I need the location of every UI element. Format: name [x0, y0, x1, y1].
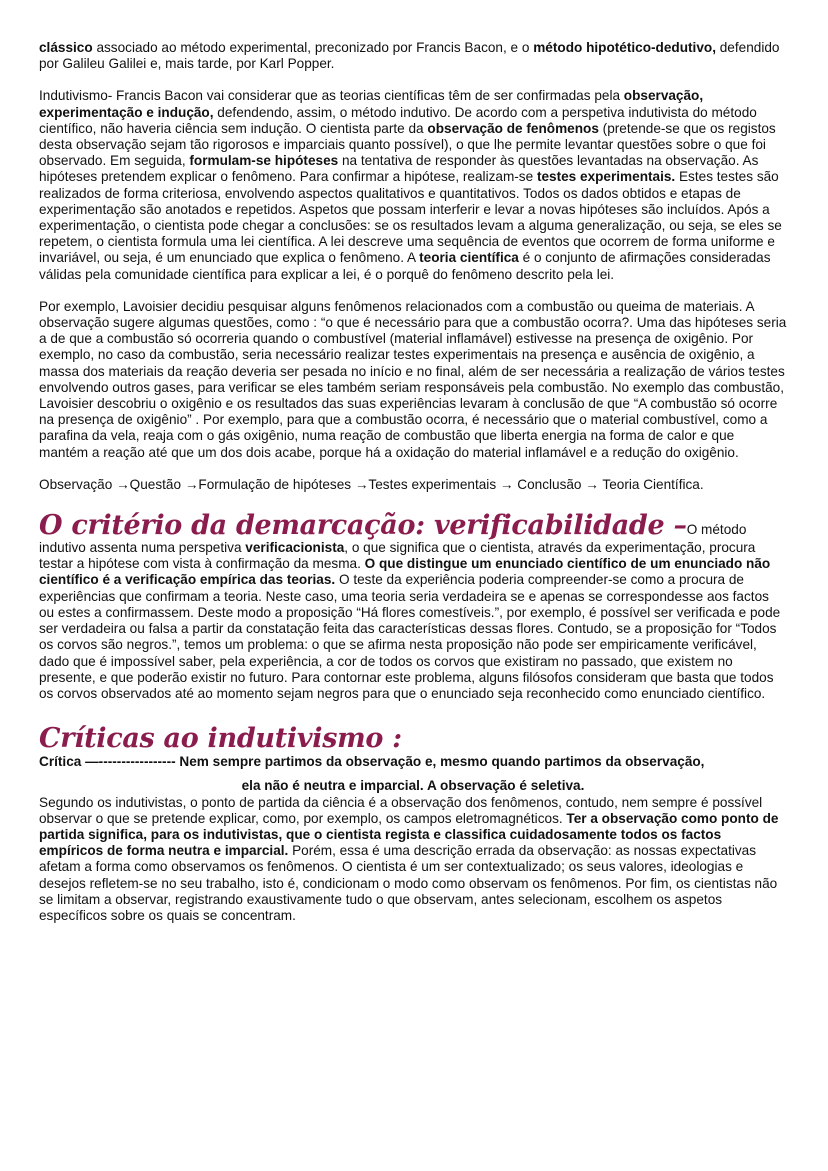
body-text: (pretende-se que os registos desta observação sejam tão rigorosos e imparciais quanto possível), o que lhe permite levantar questões sobre o que foi observado. Em seguida, [39, 120, 776, 169]
section-heading-demarcacao: O critério da demarcação: verificabilidade – [39, 510, 687, 542]
bold-text: clássico [39, 40, 93, 55]
bold-text: O que distingue um enunciado científico de um enunciado não científico é a verificação empírica das teorias. [39, 556, 771, 588]
bold-text: método hipotético-dedutivo, [533, 40, 716, 55]
body-text: é o conjunto de afirmações consideradas válidas pela comunidade científica para explicar a lei, é o porquê do fenômeno descrito pela lei. [39, 250, 771, 282]
body-text: O teste da experiência poderia compreender-se como a procura de experiências que confirmam a teoria. Neste caso, uma teoria seria verdadeira se e apenas se correspondesse aos factos ou estes a confirmassem. Deste modo a proposição “Há flores comestíveis.”, por exemplo, é possível ser verificada e pode ser verdadeira ou falsa a partir da constatação feita das características dessas flores. Contudo, se a proposição for “Todos os corvos são negros.”, temos um problema: o que se afirma nesta proposição não pode ser empiricamente verificável, dado que é impossível saber, pela experiência, a cor de todos os corvos que existiram no passado, que existem no presente, e que poderão existir no futuro. Para contornar este problema, alguns filósofos consideram que basta que todos os corvos observados até ao momento sejam negros para que o enunciado seja reconhecido como enunciado científico. [39, 572, 781, 701]
body-text: defendido por Galileu Galilei e, mais tarde, por Karl Popper. [39, 40, 780, 72]
body-text: Porém, essa é uma descrição errada da observação: as nossas expectativas afetam a forma como observamos os fenômenos. O cientista é um ser contextualizado; os seus valores, ideologias e desejos refletem-se no seu trabalho, isto é, condicionam o modo como observam os fenômenos. Por fim, os cientistas não se limitam a observar, registrando exaustivamente tudo o que observam, antes selecionam, escolhem os aspetos específicos sobre os quais se concentram. [39, 843, 778, 923]
bold-text: observação, experimentação e indução, [39, 88, 704, 120]
section-heading-criticas: Críticas ao indutivismo : [39, 723, 402, 755]
critica-line: Crítica —----------------- Nem sempre partimos da observação e, mesmo quando partimos da observação, [39, 754, 705, 770]
body-text: associado ao método experimental, preconizado por Francis Bacon, e o [92, 40, 534, 55]
paragraph-indutivismo [39, 88, 787, 282]
bold-text: Ter a observação como ponto de partida significa, para os indutivistas, que o cientista regista e classifica cuidadosamente todos os factos empíricos de forma neutra e imparcial. [39, 810, 779, 859]
body-text: Segundo os indutivistas, o ponto de partida da ciência é a observação dos fenômenos, contudo, nem sempre é possível observar o que se pretende explicar, como, por exemplo, os campos eletromagnéticos. [39, 794, 763, 826]
paragraph-criticas [39, 795, 787, 925]
body-text: na tentativa de responder às questões levantadas na observação. As hipóteses pretendem explicar o fenômeno. Para confirmar a hipótese, realizam-se [39, 153, 759, 185]
paragraph-intro [39, 40, 787, 72]
body-text: Estes testes são realizados de forma criteriosa, envolvendo aspectos qualitativos e quantitativos. Todos os dados obtidos e etapas de experimentação são anotados e repetidos. Aspetos que possam interferir e levar a novas hipóteses são incluídos. Após a experimentação, o cientista pode chegar a conclusões: se os resultados levam a alguma generalização, ou seja, se eles se repetem, o cientista formula uma lei científica. A lei descreve uma sequência de eventos que ocorrem de forma uniforme e invariável, ou seja, é um enunciado que explica o fenômeno. A [39, 169, 782, 266]
bold-text: testes experimentais. [536, 169, 676, 185]
section-demarcacao [39, 512, 787, 702]
bold-text: verificacionista [245, 540, 345, 556]
bold-text: formulam-se hipóteses [189, 153, 339, 169]
bold-text: teoria científica [419, 250, 519, 266]
bold-text: observação de fenômenos [427, 120, 599, 136]
body-text: , o que significa que o cientista, através da experimentação, procura testar a hipótese com vista à confirmação da mesma. [39, 540, 756, 572]
body-text: O método indutivo assenta numa perspetiva [39, 522, 747, 556]
method-flow-sequence: Observação →Questão →Formulação de hipóteses →Testes experimentais → Conclusão → Teoria Científica. [39, 476, 704, 492]
critica-line-continued: ela não é neutra e imparcial. A observação é seletiva. [241, 778, 585, 794]
paragraph-lavoisier-example: Por exemplo, Lavoisier decidiu pesquisar alguns fenômenos relacionados com a combustão ou queima de materiais. A observação sugere algumas questões, como : “o que é necessário para que a combustão ocorra?. Uma das hipóteses seria a de que a combustão só ocorreria quando o combustível (material inflamável) estivesse na presença de oxigênio. Por exemplo, no caso da combustão, seria necessário realizar testes experimentais na presença e ausência de oxigênio, a massa dos materiais da reação deveria ser pesada no início e no final, além de ser necessária a realização de vários testes envolvendo outros gases, para verificar se eles também seriam responsáveis pela combustão. No exemplo das combustão, Lavoisier descobriu o oxigênio e os resultados das suas experiências levaram à conclusão de que “A combustão só ocorre na presença de oxigênio” . Por exemplo, para que a combustão ocorra, é necessário que o material combustível, como a parafina da vela, reaja com o gás oxigênio, numa reação de combustão que liberta energia na forma de calor e que mantém a reação até que um dos dois acabe, porque há a oxidação do material inflamável e a redução do oxigênio. [39, 298, 787, 460]
body-text: defendendo, assim, o método indutivo. De acordo com a perspetiva indutivista do método científico, não haveria ciência sem indução. O cientista parte da [39, 104, 757, 136]
body-text: Indutivismo- Francis Bacon vai considerar que as teorias científicas têm de ser confirmadas pela [39, 88, 624, 104]
